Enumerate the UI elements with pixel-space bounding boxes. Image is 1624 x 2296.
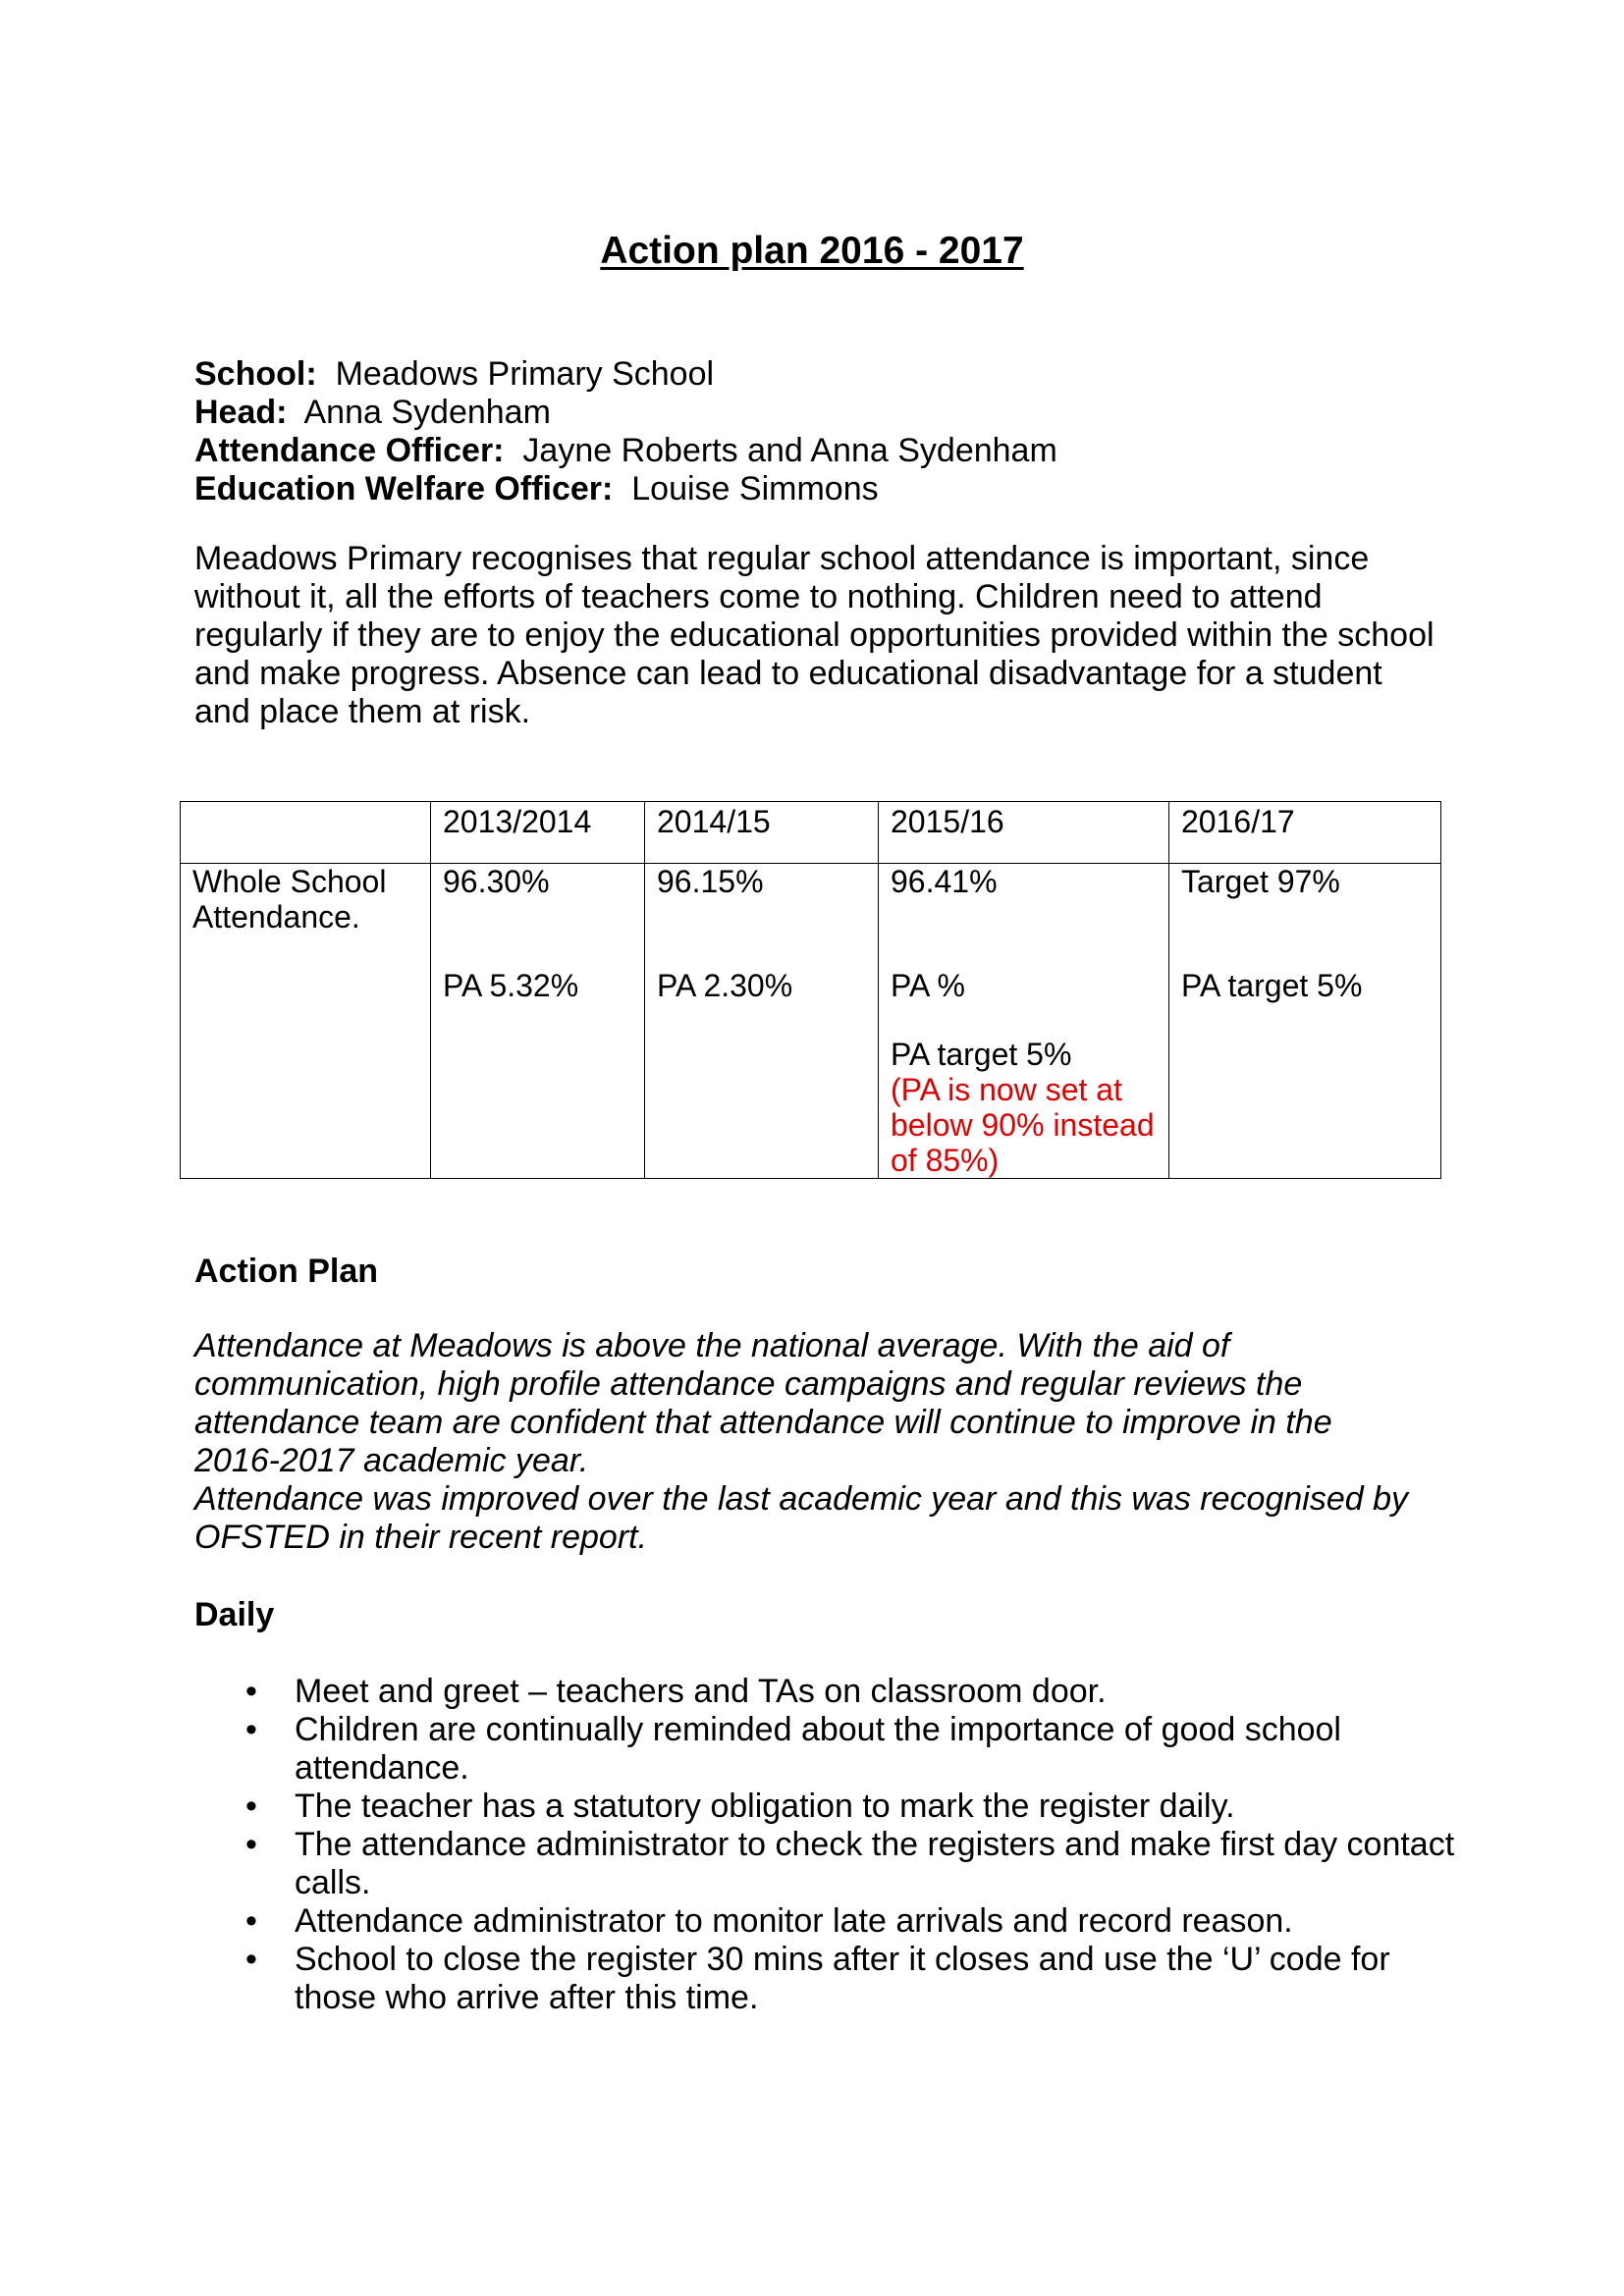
intro-line: and place them at risk. (194, 693, 531, 730)
info-label: Education Welfare Officer: (194, 470, 614, 507)
attendance-value: 96.15% (657, 864, 764, 899)
page-title: Action plan 2016 - 2017 (600, 230, 1024, 272)
list-item-text: Meet and greet – teachers and TAs on classroom door. (295, 1673, 1107, 1710)
info-label: Head: (194, 394, 288, 431)
info-head (194, 394, 1057, 432)
table-row (181, 864, 1441, 1179)
bullet-icon: • (245, 1902, 257, 1940)
list-item (194, 1826, 1490, 1902)
list-item (194, 1711, 1490, 1788)
daily-list (194, 1673, 1490, 2017)
bullet-icon: • (245, 1941, 257, 1978)
table-cell (645, 864, 879, 1179)
attendance-value: Target 97% (1181, 864, 1340, 899)
info-attendance-officer (194, 432, 1057, 470)
intro-paragraph (194, 540, 1471, 731)
action-plan-line: communication, high profile attendance campaigns and regular reviews the (194, 1365, 1303, 1403)
list-item-text: The teacher has a statutory obligation to mark the register daily. (295, 1788, 1235, 1825)
info-value: Louise Simmons (631, 470, 879, 507)
attendance-value: 96.41% (891, 864, 998, 899)
table-header-cell: 2016/17 (1169, 802, 1441, 864)
daily-heading: Daily (194, 1596, 275, 1633)
list-item-text: Children are continually reminded about the importance of good school attendance. (295, 1711, 1341, 1787)
pa-value: PA 2.30% (657, 968, 793, 1003)
attendance-value: 96.30% (443, 864, 550, 899)
table-cell (1169, 864, 1441, 1179)
info-value: Meadows Primary School (335, 355, 715, 393)
list-item-text: The attendance administrator to check the registers and make first day contact calls. (295, 1826, 1455, 1901)
table-header-cell: 2014/15 (645, 802, 879, 864)
row-label-cell (181, 864, 431, 1179)
bullet-icon: • (245, 1788, 257, 1825)
action-plan-line: 2016-2017 academic year. (194, 1442, 589, 1479)
pa-value: PA 5.32% (443, 968, 579, 1003)
action-plan-line: Attendance at Meadows is above the national average. With the aid of (194, 1327, 1230, 1364)
intro-line: regularly if they are to enjoy the educational opportunities provided within the school (194, 616, 1435, 654)
bullet-icon: • (245, 1673, 257, 1710)
info-value: Jayne Roberts and Anna Sydenham (522, 432, 1057, 469)
info-welfare-officer (194, 470, 1057, 508)
table-header-cell: 2015/16 (879, 802, 1169, 864)
table-cell (431, 864, 645, 1179)
table-header-row (181, 802, 1441, 864)
pa-note-line: of 85%) (891, 1143, 1000, 1178)
list-item (194, 1788, 1490, 1826)
pa-note-line: (PA is now set at (891, 1072, 1122, 1107)
info-label: School: (194, 355, 317, 393)
pa-value: PA target 5% (1181, 968, 1363, 1003)
bullet-icon: • (245, 1711, 257, 1748)
bullet-icon: • (245, 1826, 257, 1863)
list-item (194, 1902, 1490, 1941)
list-item (194, 1941, 1490, 2017)
info-value: Anna Sydenham (303, 394, 551, 431)
action-plan-line: Attendance was improved over the last academic year and this was recognised by (194, 1480, 1408, 1518)
intro-line: without it, all the efforts of teachers come to nothing. Children need to attend (194, 578, 1323, 615)
info-school (194, 355, 1057, 394)
list-item-text: Attendance administrator to monitor late arrivals and record reason. (295, 1902, 1293, 1940)
row-label-line: Whole School (192, 864, 387, 899)
pa-note-line: below 90% instead (891, 1107, 1155, 1143)
action-plan-heading: Action Plan (194, 1253, 379, 1290)
attendance-table (180, 801, 1441, 1179)
list-item-text: School to close the register 30 mins after it closes and use the ‘U’ code for those who arrive after this time. (295, 1941, 1390, 2016)
action-plan-line: attendance team are confident that attendance will continue to improve in the (194, 1404, 1332, 1441)
school-info (194, 355, 1057, 508)
action-plan-text (194, 1327, 1408, 1557)
action-plan-line: OFSTED in their recent report. (194, 1519, 648, 1556)
intro-line: and make progress. Absence can lead to educational disadvantage for a student (194, 655, 1382, 692)
intro-line: Meadows Primary recognises that regular school attendance is important, since (194, 540, 1370, 577)
list-item (194, 1673, 1490, 1711)
info-label: Attendance Officer: (194, 432, 505, 469)
pa-target-value: PA target 5% (891, 1037, 1072, 1072)
table-cell (879, 864, 1169, 1179)
table-header-cell: 2013/2014 (431, 802, 645, 864)
table-header-cell (181, 802, 431, 864)
pa-value: PA % (891, 968, 965, 1003)
row-label-line: Attendance. (192, 899, 360, 934)
